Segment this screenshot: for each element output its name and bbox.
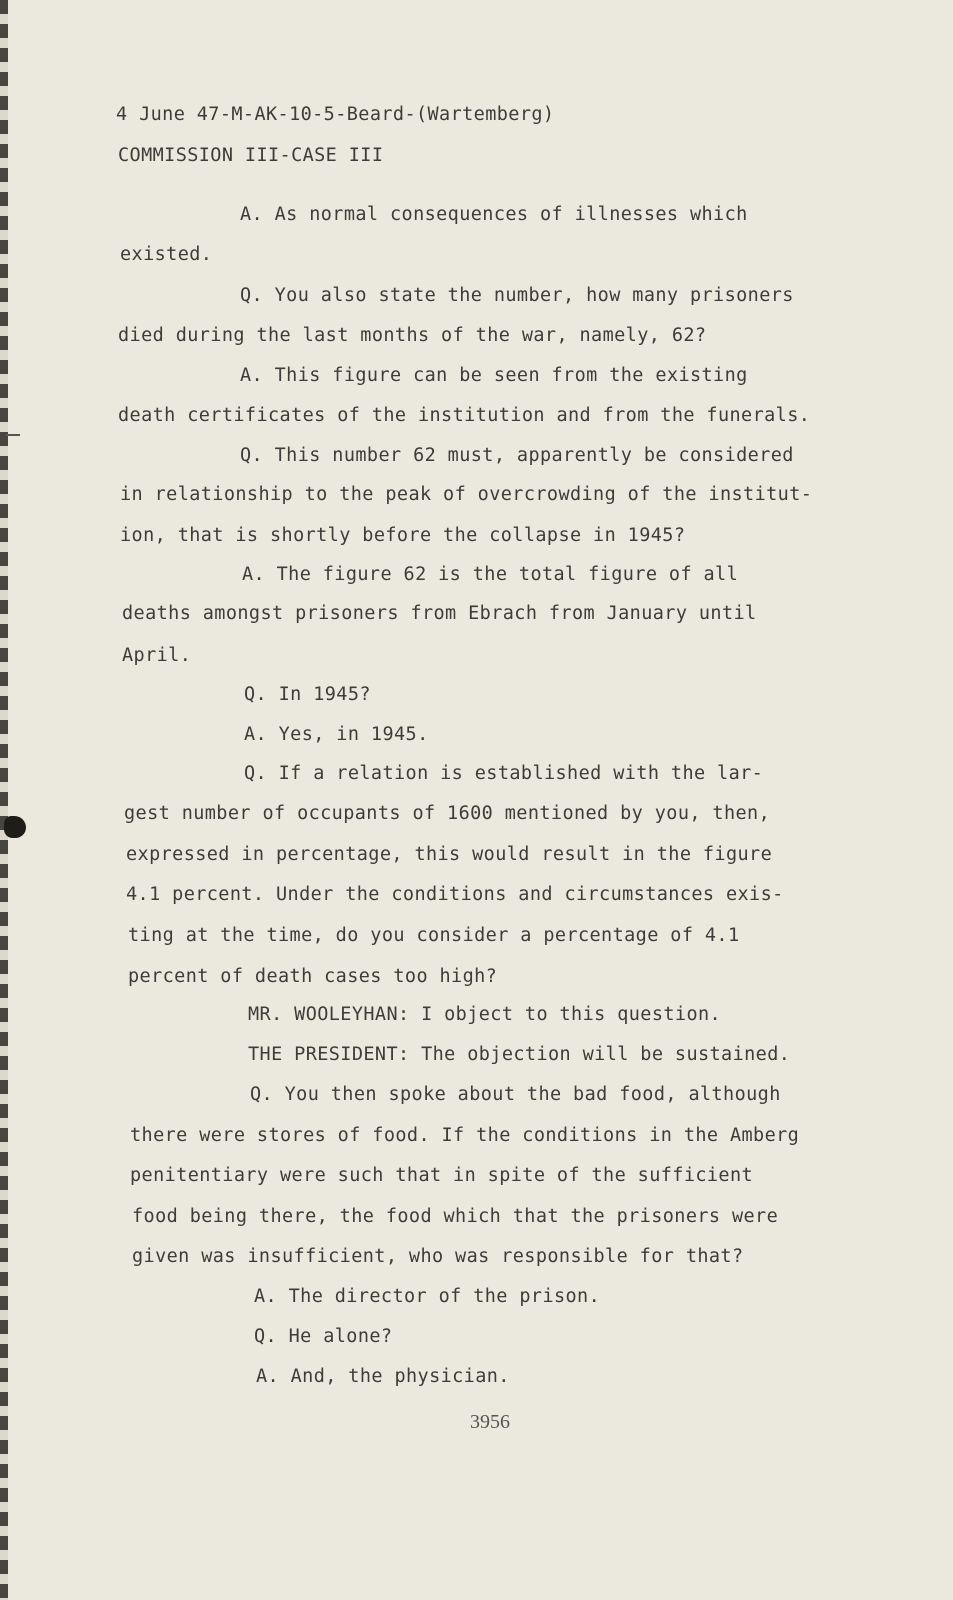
text-line: expressed in percentage, this would result in the figure	[126, 844, 773, 865]
answer-line: A. And, the physician.	[256, 1366, 510, 1387]
question-line: Q. This number 62 must, apparently be considered	[240, 445, 794, 466]
text-line: ion, that is shortly before the collapse in 1945?	[120, 525, 686, 546]
text-line: existed.	[120, 244, 213, 265]
text-line: April.	[122, 645, 192, 666]
text-line: food being there, the food which that the prisoners were	[132, 1206, 779, 1227]
answer-line: A. The director of the prison.	[254, 1286, 601, 1307]
margin-tick-mark	[6, 434, 20, 436]
text-line: gest number of occupants of 1600 mentioned by you, then,	[124, 803, 771, 824]
answer-line: A. This figure can be seen from the existing	[240, 365, 748, 386]
speaker-line: THE PRESIDENT: The objection will be sustained.	[248, 1044, 791, 1065]
text-line: in relationship to the peak of overcrowding of the institut-	[120, 484, 813, 505]
question-line: Q. In 1945?	[244, 684, 371, 705]
text-line: there were stores of food. If the conditions in the Amberg	[130, 1125, 800, 1146]
text-line: ting at the time, do you consider a percentage of 4.1	[128, 925, 740, 946]
page-number: 3956	[470, 1411, 510, 1433]
answer-line: A. Yes, in 1945.	[244, 724, 429, 745]
question-line: Q. He alone?	[254, 1326, 393, 1347]
question-line: Q. You then spoke about the bad food, although	[250, 1084, 781, 1105]
text-line: 4.1 percent. Under the conditions and circumstances exis-	[126, 884, 784, 905]
binding-edge	[0, 0, 8, 1600]
question-line: Q. If a relation is established with the lar-	[244, 763, 764, 784]
header-line-2: COMMISSION III-CASE III	[118, 145, 384, 166]
binder-hole-mark	[4, 816, 26, 838]
header-line-1: 4 June 47-M-AK-10-5-Beard-(Wartemberg)	[116, 104, 555, 125]
answer-line: A. The figure 62 is the total figure of all	[242, 564, 739, 585]
text-line: percent of death cases too high?	[128, 966, 498, 987]
question-line: Q. You also state the number, how many prisoners	[240, 285, 794, 306]
text-line: penitentiary were such that in spite of the sufficient	[130, 1165, 754, 1186]
text-line: given was insufficient, who was responsible for that?	[132, 1246, 744, 1267]
answer-line: A. As normal consequences of illnesses which	[240, 204, 748, 225]
speaker-line: MR. WOOLEYHAN: I object to this question.	[248, 1004, 722, 1025]
text-line: died during the last months of the war, namely, 62?	[118, 325, 707, 346]
text-line: deaths amongst prisoners from Ebrach from January until	[122, 603, 757, 624]
text-line: death certificates of the institution and from the funerals.	[118, 405, 811, 426]
